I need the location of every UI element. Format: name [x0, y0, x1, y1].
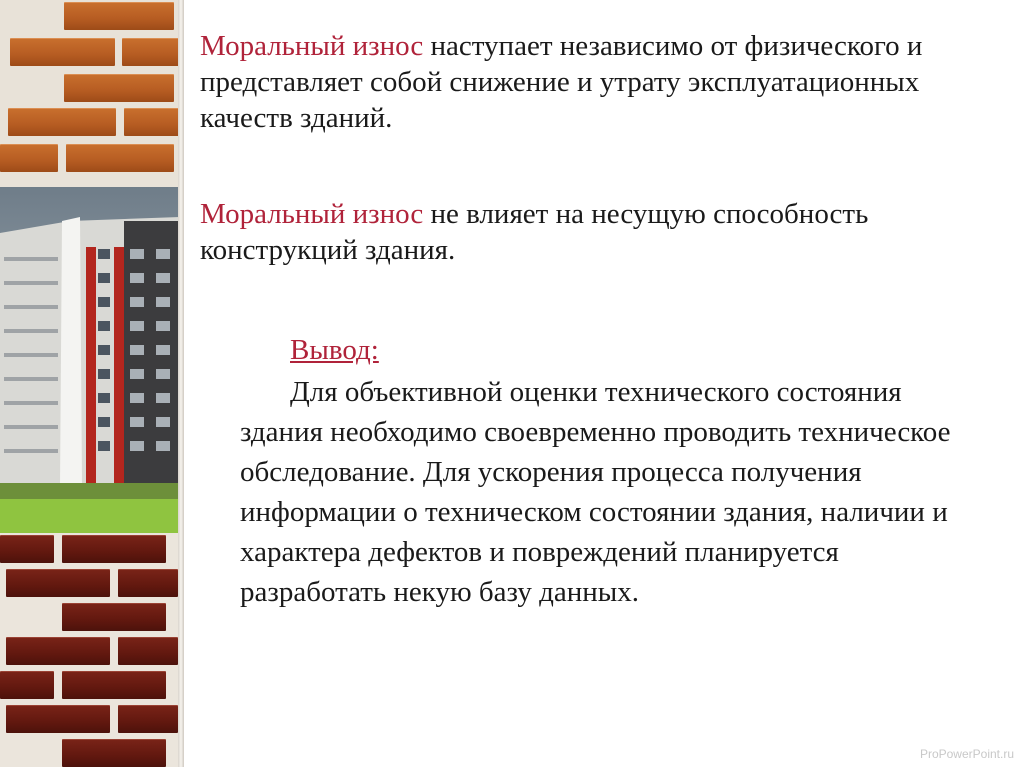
apartment-building-image: [0, 187, 180, 533]
decorative-side-panel: [0, 0, 180, 767]
term-highlight: Моральный износ: [200, 30, 424, 62]
vertical-divider: [178, 0, 184, 767]
brick-wall-top-image: [0, 0, 180, 187]
paragraph-moral-wear-definition: [200, 28, 1010, 136]
slide-content: [186, 0, 1024, 767]
paragraph-text: не влияет на несущую способность конструкций здания.: [200, 198, 869, 266]
watermark: ProPowerPoint.ru: [919, 747, 1014, 761]
paragraph-moral-wear-effect: [200, 196, 1010, 268]
conclusion-heading: Вывод:: [290, 334, 379, 366]
term-highlight: Моральный износ: [200, 198, 424, 230]
brick-wall-bottom-image: [0, 533, 180, 767]
paragraph-text: наступает независимо от физического и представляет собой снижение и утрату эксплуатационных качеств зданий.: [200, 30, 923, 134]
conclusion-text: Для объективной оценки технического состояния здания необходимо своевременно проводить техническое обследование. Для ускорения процесса получения информации о техническом состоянии здания, наличии и характера дефектов и повреждений планируется разработать некую базу данных.: [240, 376, 951, 608]
